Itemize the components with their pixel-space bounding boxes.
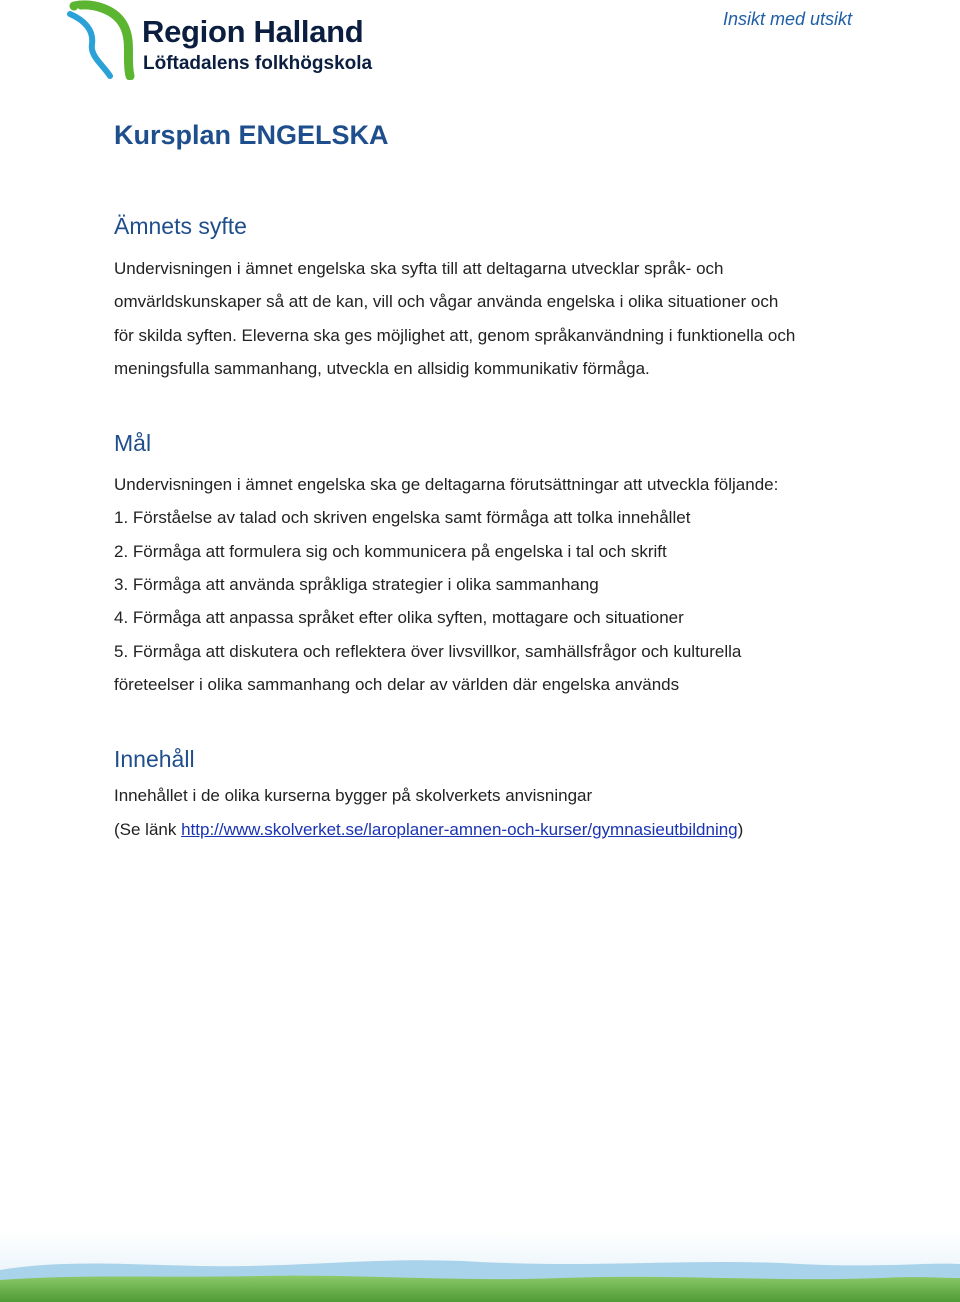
tagline: Insikt med utsikt	[722, 9, 852, 29]
document-body	[114, 116, 914, 846]
logo-title: Region Halland	[142, 14, 364, 49]
innehall-text: Innehållet i de olika kurserna bygger på skolverkets anvisningar	[114, 786, 593, 806]
list-item: 3. Förmåga att använda språkliga strategier i olika sammanhang	[114, 575, 599, 595]
region-halland-logo	[64, 0, 394, 80]
mal-list	[114, 468, 914, 701]
paragraph-line: Undervisningen i ämnet engelska ska syfta till att deltagarna utvecklar språk- och	[114, 259, 724, 278]
innehall-paragraph	[114, 779, 914, 846]
region-halland-emblem-icon	[64, 0, 140, 80]
skolverket-link[interactable]: http://www.skolverket.se/laroplaner-amnen-och-kurser/gymnasieutbildning	[181, 819, 738, 839]
list-item: 4. Förmåga att anpassa språket efter olika syften, mottagare och situationer	[114, 608, 684, 628]
section-innehall	[114, 743, 914, 846]
list-item: 2. Förmåga att formulera sig och kommunicera på engelska i tal och skrift	[114, 541, 667, 561]
section-syfte	[114, 210, 914, 385]
list-item: 5. Förmåga att diskutera och reflektera över livsvillkor, samhällsfrågor och kulturella	[114, 641, 742, 661]
link-prefix: (Se länk	[114, 819, 182, 839]
logo-subtitle: Löftadalens folkhögskola	[143, 53, 373, 74]
section-heading-syfte: Ämnets syfte	[114, 213, 247, 239]
section-mal	[114, 427, 914, 701]
link-suffix: )	[737, 819, 744, 839]
syfte-paragraph	[114, 252, 914, 385]
paragraph-line: omvärldskunskaper så att de kan, vill och vågar använda engelska i olika situationer och	[114, 292, 779, 312]
section-heading-mal: Mål	[114, 430, 152, 457]
paragraph-line: meningsfulla sammanhang, utveckla en allsidig kommunikativ förmåga.	[114, 358, 650, 378]
list-item: 1. Förståelse av talad och skriven engelska samt förmåga att tolka innehållet	[114, 508, 691, 528]
document-title: Kursplan ENGELSKA	[114, 120, 389, 150]
footer-landscape-image	[0, 1230, 960, 1302]
list-item: företeelser i olika sammanhang och delar av världen där engelska används	[114, 674, 680, 694]
paragraph-line: för skilda syften. Eleverna ska ges möjlighet att, genom språkanvändning i funktionella och	[114, 325, 796, 345]
section-heading-innehall: Innehåll	[114, 746, 195, 773]
link-line	[114, 813, 914, 846]
mal-intro: Undervisningen i ämnet engelska ska ge deltagarna förutsättningar att utveckla följande:	[114, 475, 779, 495]
